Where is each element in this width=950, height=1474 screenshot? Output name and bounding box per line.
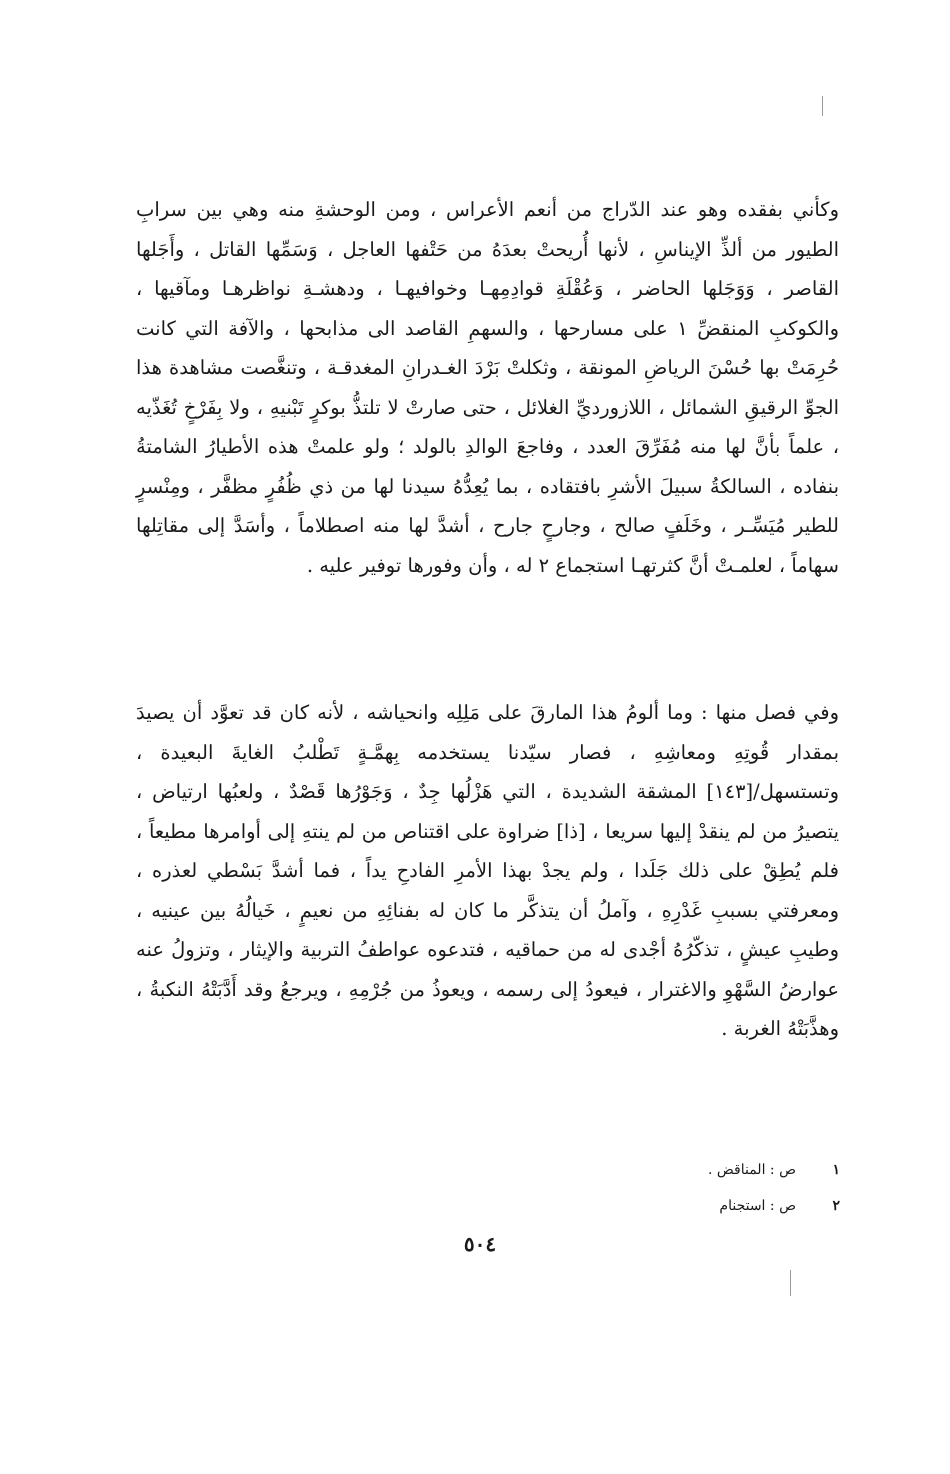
footnote-number: ١ [832, 1162, 840, 1178]
paragraph-2-container [136, 693, 839, 1049]
paragraph-2: وفي فصل منها : وما ألومُ هذا المارقَ على مَلِلِه وانحياشه ، لأنه كان قد تعوَّد أن يصيدَ بمقدار قُوتِهِ ومعاشِهِ ، فصار سيّدنا يستخدمه بِهمَّـةٍ تَطْلبُ الغايةَ البعيدة ، وتستسهل/[١٤٣] المشقة الشديدة ، التي هَزْلُها جِدٌ ، وَجَوْرُها قَصْدٌ ، ولعبُها ارتياض ، يتصيرُ من لم ينقدْ إليها سريعا ، [ذا] ضراوة على اقتناص من لم ينتهِ إلى أوامرها مطيعاً ، فلم يُطِقْ على ذلك جَلَدا ، ولم يجدْ بهذا الأمرِ الفادحِ يداً ، فما أشدَّ بَسْطي لعذره ، ومعرفتي بسببِ غَدْرِهِ ، وآملُ أن يتذكَّر ما كان له بفنائِهِ من نعيمٍ ، خَيالُهُ بين عينيه ، وطيبِ عيشٍ ، تذكّرُهُ أجْدى له من حماقيه ، فتدعوه عواطفُ التربية والإيثار ، وتزولُ عنه عوارضُ السَّهْوِ والاغترار ، فيعودُ إلى رسمه ، ويعوذُ من جُرْمِهِ ، ويرجعُ وقد أَدَّبَتْهُ النكبةُ ، وهذَّبَتْهُ الغربة . [136, 701, 839, 1040]
footnote-text: ص : استجنام [719, 1198, 796, 1214]
paragraph-1-container [136, 190, 839, 585]
page-number: ٥٠٤ [463, 1232, 497, 1256]
footnote-text: ص : المناقض . [707, 1162, 796, 1178]
paragraph-1: وكأني بفقده وهو عند الدّراج من أنعم الأعراس ، ومن الوحشةِ منه وهي بين سرابِ الطيور من ألذِّ الإيناسِ ، لأنها أُريحتْ بعدَهُ من حَتْفها العاجل ، وَسَمِّها القاتل ، وأَجَلها القاصر ، وَوَجَلها الحاضر ، وَعُقْلَةِ قوادِمِهـا وخوافيهـا ، ودهشـةِ نواظرهـا ومآقيها ، والكوكبِ المنقضِّ ١ على مسارحها ، والسهمِ القاصد الى مذابحها ، والآفة التي كانت حُرِمَتْ بها حُسْنَ الرياضِ المونقة ، وثكلتْ بَرْدَ الغـدرانِ المغدقـة ، وتنغَّصت مشاهدة هذا الجوِّ الرقيقِ الشمائل ، اللازورديِّ الغلائل ، حتى صارتْ لا تلتذُّ بوكرٍ تَبْنيهِ ، ولا بِفَرْخٍ تُغَذّيه ، علماً بأنَّ لها منه مُفَرِّقَ العدد ، وفاجعَ الوالدِ بالولد ؛ ولو علمتْ هذه الأطيارُ الشامتةُ بنفاده ، السالكةُ سبيلَ الأشرِ بافتقاده ، بما يُعِدُّهُ سيدنا لها من ذي ظُفُرٍ مظفَّر ، ومِنْسرٍ للطير مُيَسِّـر ، وخَلَفٍ صالح ، وجارحٍ جارح ، أشدَّ لها منه اصطلاماً ، وأسَدَّ إلى مقاتِلها سهاماً ، لعلمـتْ أنَّ كثرتهـا استجماع ٢ له ، وأن وفورها توفير عليه . [136, 198, 840, 577]
footnote-1 [500, 1152, 840, 1188]
scan-artifact-line [790, 1270, 791, 1296]
scan-artifact-line [822, 96, 823, 116]
footnotes [500, 1152, 840, 1224]
footnote-2 [500, 1188, 840, 1224]
footnote-number: ٢ [832, 1198, 840, 1214]
